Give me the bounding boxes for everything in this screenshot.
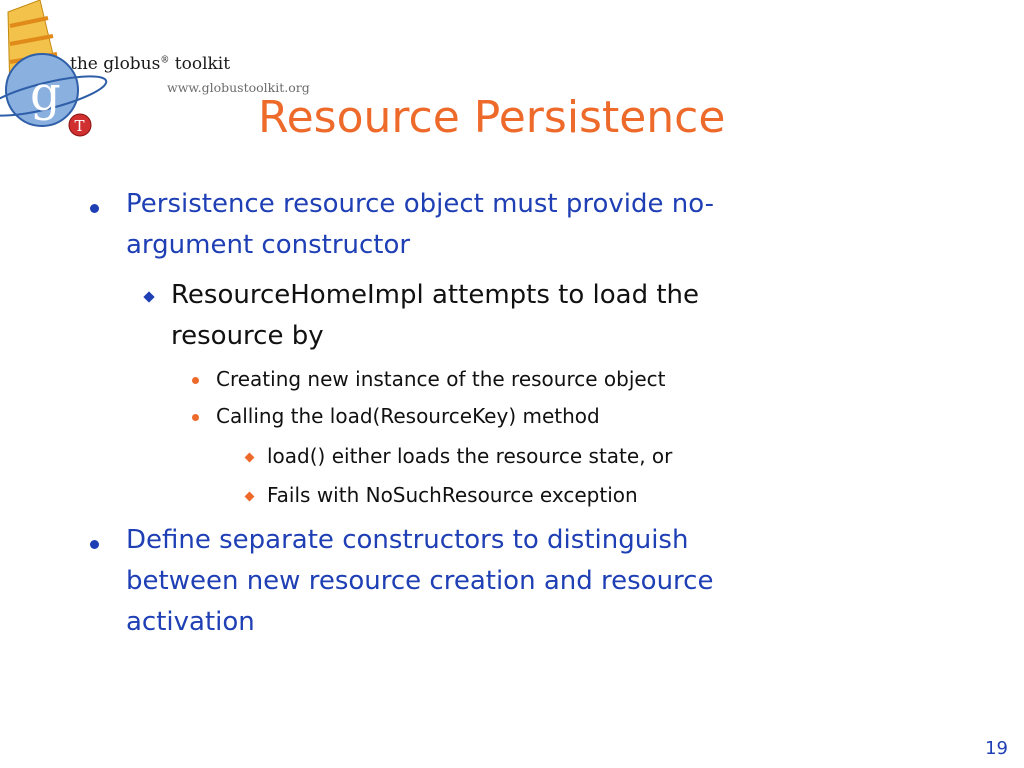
bullet-1-line-2: argument constructor bbox=[126, 230, 411, 260]
bullet-2-line-3: activation bbox=[126, 607, 255, 637]
brand-prefix: the globus bbox=[70, 54, 161, 74]
bullet-1-line-1: Persistence resource object must provide no- bbox=[126, 189, 715, 219]
bullet-2-line-1: Define separate constructors to distinguish bbox=[126, 525, 689, 555]
level4-bullet-diamond bbox=[245, 453, 255, 463]
level2-bullet-diamond bbox=[143, 291, 154, 302]
level3-bullet-dot bbox=[192, 414, 199, 421]
page-number: 19 bbox=[985, 738, 1008, 759]
bullet-1-1-1: Creating new instance of the resource object bbox=[216, 367, 666, 391]
logo-letter-g: g bbox=[30, 66, 61, 122]
logo-brand-text bbox=[70, 54, 230, 74]
bullet-1-1-2-2: Fails with NoSuchResource exception bbox=[267, 483, 638, 507]
bullet-1-1-2: Calling the load(ResourceKey) method bbox=[216, 404, 600, 428]
brand-suffix: toolkit bbox=[169, 54, 231, 74]
registered-mark: ® bbox=[160, 55, 170, 66]
bullet-1-1-line-1: ResourceHomeImpl attempts to load the bbox=[171, 280, 700, 310]
level3-bullet-dot bbox=[192, 377, 199, 384]
bullet-1-1-2-1: load() either loads the resource state, or bbox=[267, 444, 673, 468]
level1-bullet-dot bbox=[90, 204, 99, 213]
level4-bullet-diamond bbox=[245, 492, 255, 502]
bullet-1-1-line-2: resource by bbox=[171, 321, 324, 351]
logo-letter-t: T bbox=[74, 117, 85, 135]
slide-title: Resource Persistence bbox=[258, 92, 726, 143]
level1-bullet-dot bbox=[90, 540, 99, 549]
bullet-2-line-2: between new resource creation and resource bbox=[126, 566, 714, 596]
logo-url: www.globustoolkit.org bbox=[167, 80, 310, 95]
